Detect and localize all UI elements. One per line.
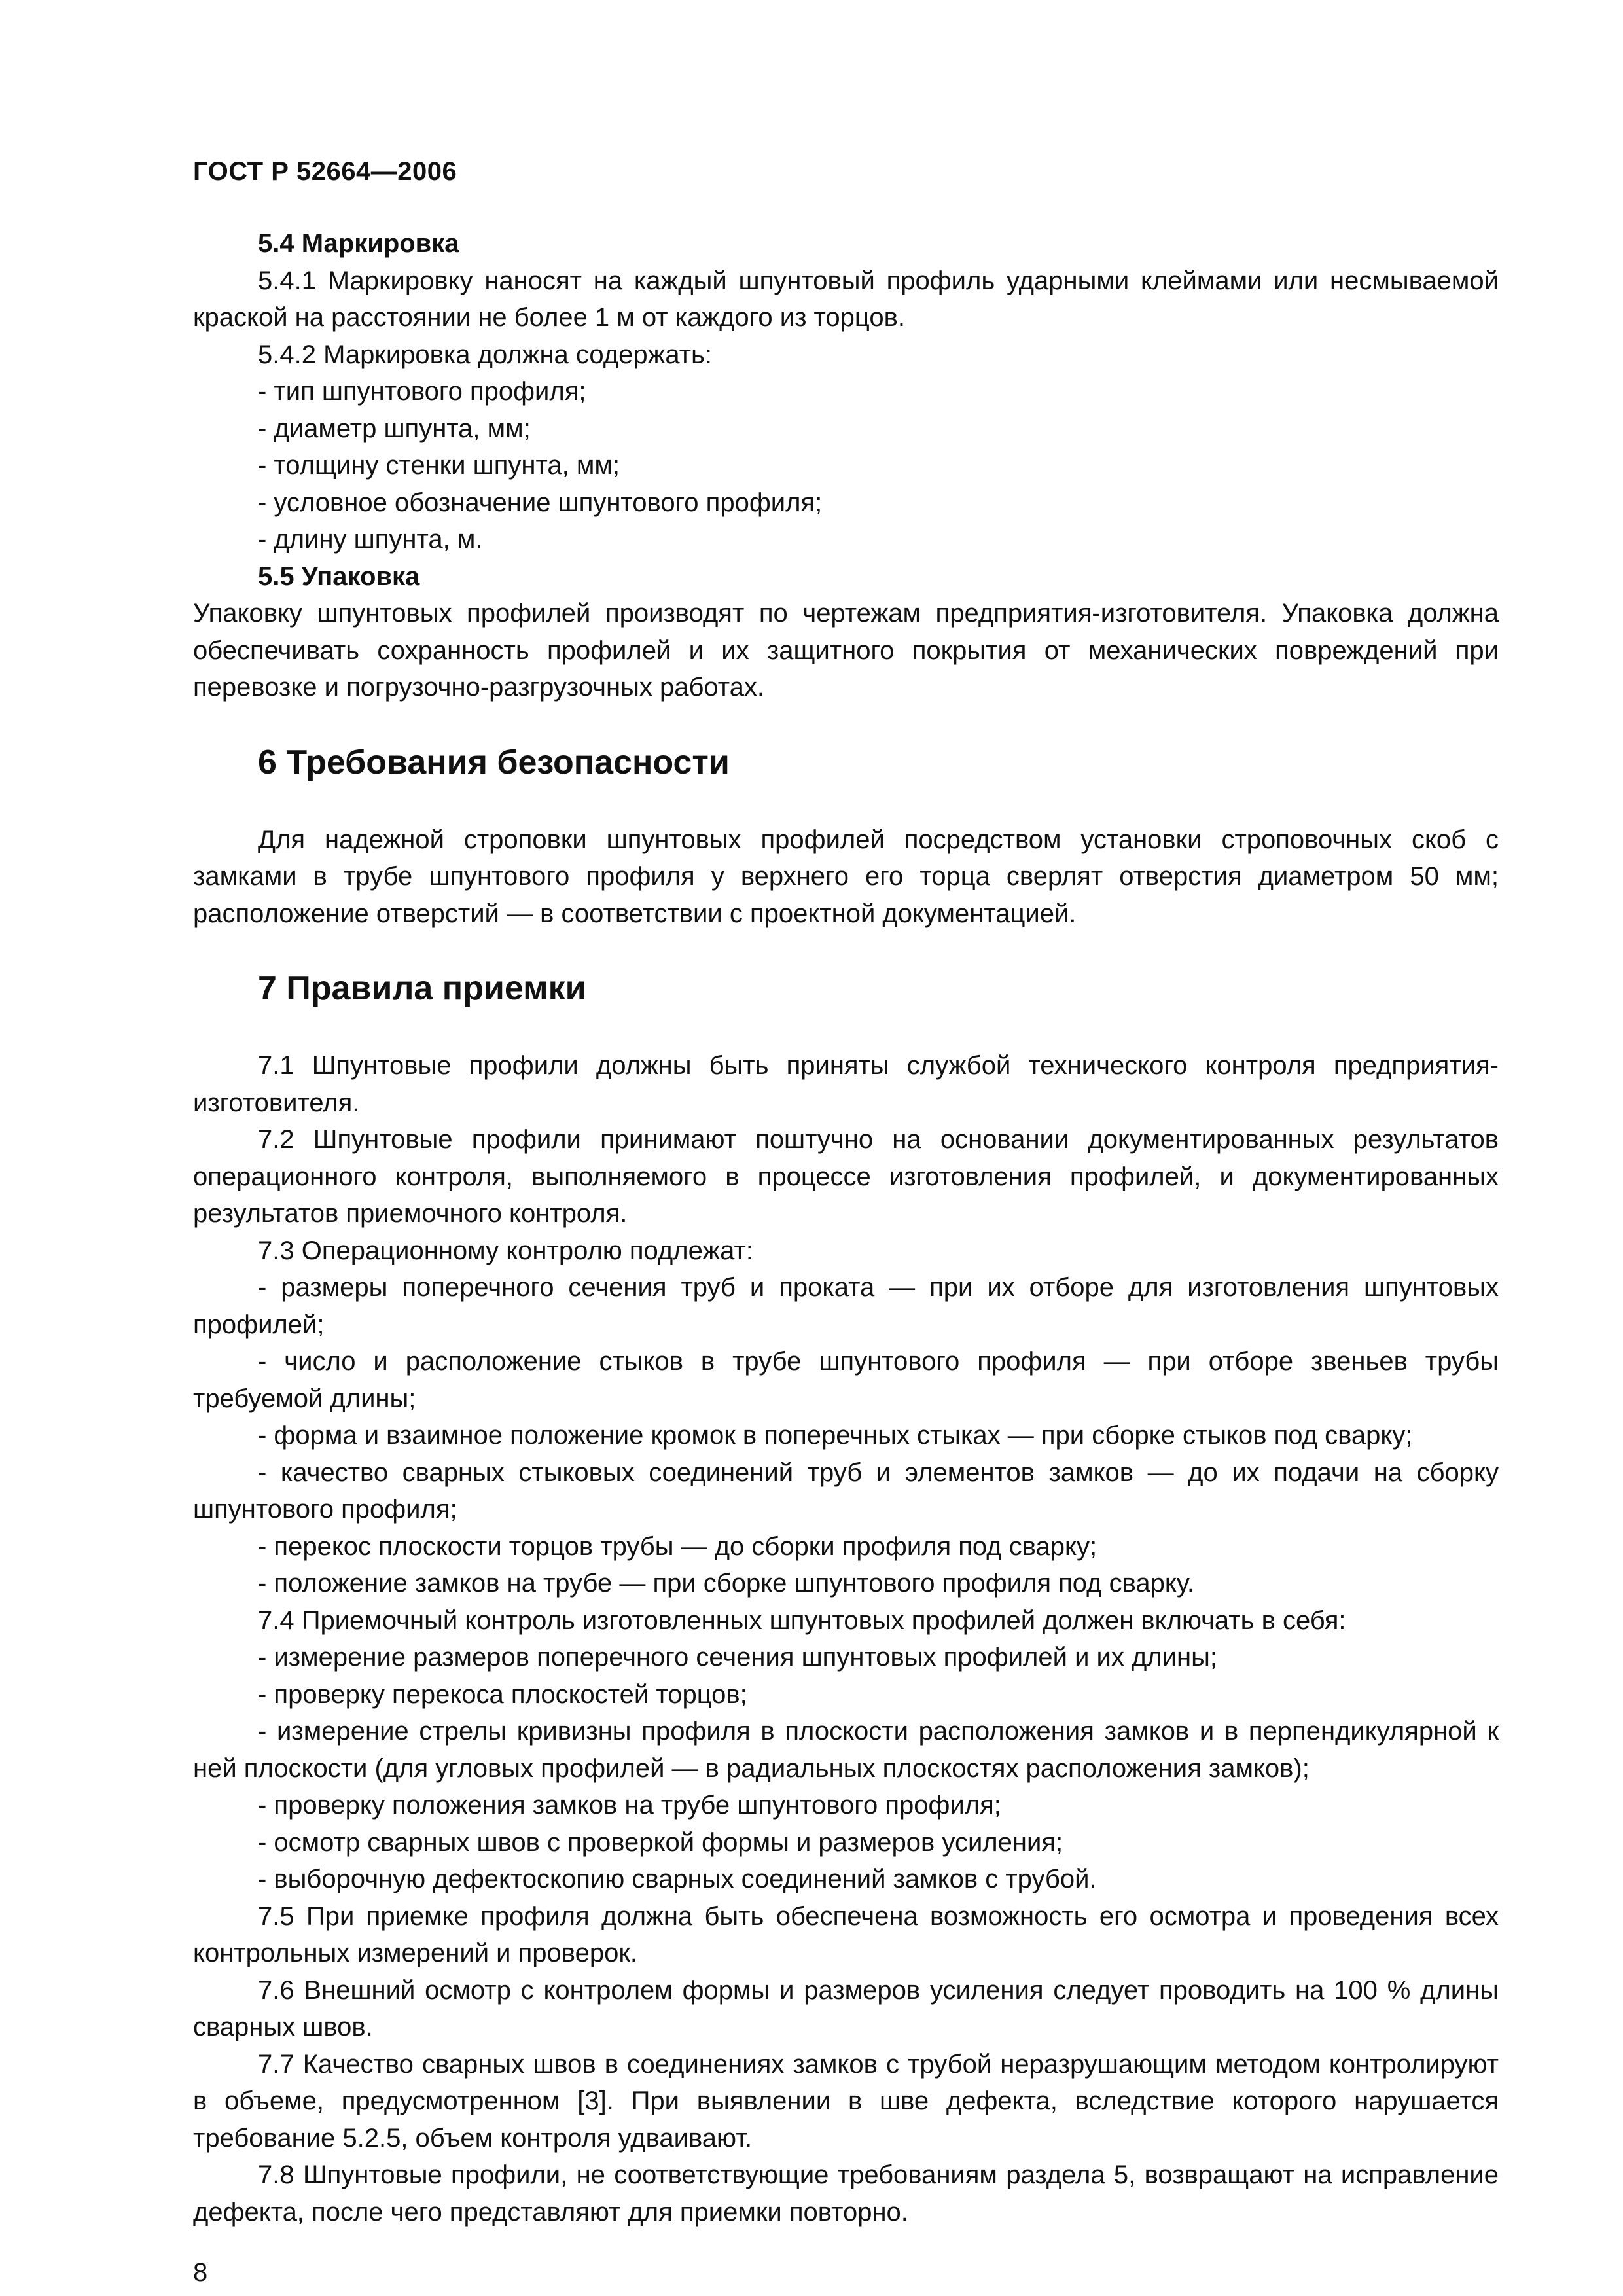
list-item: - измерение стрелы кривизны профиля в плоскости расположения замков и в перпендикулярной к ней плоскости (для угловых профилей — в радиальных плоскостях расположения замков); bbox=[193, 1717, 1499, 1783]
paragraph-7-4: 7.4 Приемочный контроль изготовленных шпунтовых профилей должен включать в себя: bbox=[258, 1605, 1346, 1635]
list-item: - качество сварных стыковых соединений труб и элементов замков — до их подачи на сборку шпунтового профиля; bbox=[193, 1458, 1499, 1524]
paragraph-5-4-1: 5.4.1 Маркировку наносят на каждый шпунтовый профиль ударными клеймами или несмываемой краской на расстоянии не более 1 м от каждого из торцов. bbox=[193, 266, 1499, 332]
list-item: - перекос плоскости торцов трубы — до сборки профиля под сварку; bbox=[258, 1532, 1097, 1561]
list-item: - измерение размеров поперечного сечения шпунтовых профилей и их длины; bbox=[258, 1643, 1217, 1672]
section-5-5-title: 5.5 Упаковка bbox=[258, 562, 420, 591]
list-item: - тип шпунтового профиля; bbox=[258, 377, 586, 406]
section-7-heading: 7 Правила приемки bbox=[258, 969, 586, 1007]
list-item: - осмотр сварных швов с проверкой формы и размеров усиления; bbox=[258, 1827, 1063, 1857]
list-item: - проверку перекоса плоскостей торцов; bbox=[258, 1679, 747, 1709]
list-item: - толщину стенки шпунта, мм; bbox=[258, 451, 620, 480]
list-item: - положение замков на трубе — при сборке шпунтового профиля под сварку. bbox=[258, 1569, 1194, 1598]
paragraph-7-1: 7.1 Шпунтовые профили должны быть приняты службой технического контроля предприятия-изготовителя. bbox=[193, 1051, 1499, 1117]
list-item: - размеры поперечного сечения труб и проката — при их отборе для изготовления шпунтовых профилей; bbox=[193, 1273, 1499, 1339]
list-item: - выборочную дефектоскопию сварных соединений замков с трубой. bbox=[258, 1865, 1097, 1893]
document-page bbox=[193, 156, 1499, 2288]
paragraph-7-8: 7.8 Шпунтовые профили, не соответствующие требованиям раздела 5, возвращают на исправление дефекта, после чего представляют для приемки повторно. bbox=[193, 2161, 1499, 2227]
list-item: - число и расположение стыков в трубе шпунтового профиля — при отборе звеньев трубы требуемой длины; bbox=[193, 1347, 1499, 1413]
list-item: - форма и взаимное положение кромок в поперечных стыках — при сборке стыков под сварку; bbox=[258, 1421, 1413, 1450]
paragraph-7-7: 7.7 Качество сварных швов в соединениях замков с трубой неразрушающим методом контролируют в объеме, предусмотренном [3]. При выявлении в шве дефекта, вследствие которого нарушается требование 5.2.5, объем контроля удваивают. bbox=[193, 2049, 1499, 2153]
section-6-heading: 6 Требования безопасности bbox=[258, 743, 730, 781]
paragraph-7-3: 7.3 Операционному контролю подлежат: bbox=[258, 1236, 753, 1265]
page-number: 8 bbox=[193, 2258, 208, 2287]
list-item: - условное обозначение шпунтового профиля; bbox=[258, 488, 823, 517]
section-5-4-title: 5.4 Маркировка bbox=[258, 229, 459, 258]
paragraph-7-6: 7.6 Внешний осмотр с контролем формы и размеров усиления следует проводить на 100 % длины сварных швов. bbox=[193, 1975, 1499, 2041]
list-item: - диаметр шпунта, мм; bbox=[258, 414, 531, 443]
paragraph-5-5: Упаковку шпунтовых профилей производят по чертежам предприятия-изготовителя. Упаковка должна обеспечивать сохранность профилей и их защитного покрытия от механических повреждений при перевозке и погрузочно-разгрузочных работах. bbox=[193, 599, 1499, 702]
document-header: ГОСТ Р 52664—2006 bbox=[193, 157, 457, 186]
paragraph-6: Для надежной строповки шпунтовых профилей посредством установки строповочных скоб с замками в трубе шпунтового профиля у верхнего его торца сверлят отверстия диаметром 50 мм; расположение отверстий — в соответствии с проектной документацией. bbox=[193, 825, 1499, 928]
paragraph-5-4-2: 5.4.2 Маркировка должна содержать: bbox=[258, 340, 712, 369]
paragraph-7-2: 7.2 Шпунтовые профили принимают поштучно на основании документированных результатов операционного контроля, выполняемого в процессе изготовления профилей, и документированных результатов приемочного контроля. bbox=[193, 1125, 1499, 1228]
paragraph-7-5: 7.5 При приемке профиля должна быть обеспечена возможность его осмотра и проведения всех контрольных измерений и проверок. bbox=[193, 1901, 1499, 1967]
list-item: - длину шпунта, м. bbox=[258, 525, 483, 554]
list-item: - проверку положения замков на трубе шпунтового профиля; bbox=[258, 1791, 1001, 1820]
